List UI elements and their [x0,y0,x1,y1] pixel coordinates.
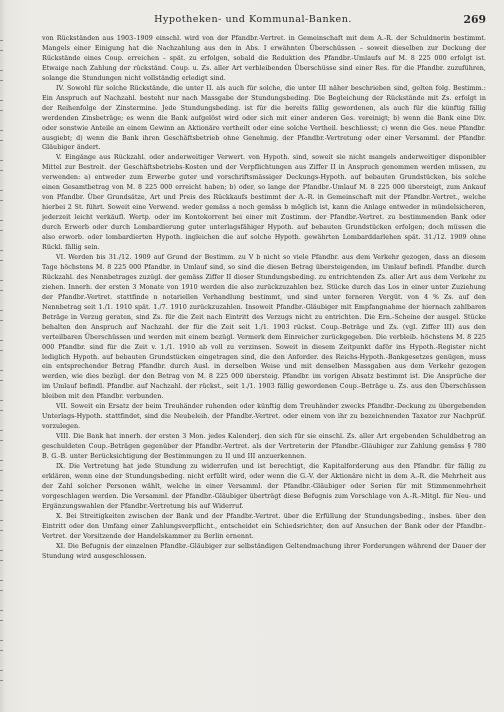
margin-text-fragment [0,620,3,621]
margin-text-fragment [0,350,3,351]
margin-text-fragment [0,380,3,381]
paragraph: von Rückständen aus 1903–1909 einschl. wird von der Pfandbr.-Vertret. in Gemeinschaft mit dem A.-R. der Schuldnerin bestimmt. Mangels einer Einigung hat die Nachzahlung aus den in Abs. I erwähnten Überschüssen – soweit dieselben zur Deckung der Rückstände eines Coup. erreichen – spät. zu erfolgen, sobald die Reduktion des Pfandbr.-Umlaufs auf M. 8 225 000 erfolgt ist. Etwaige nach Zahlung der rückständ. Coup. u. Zs. aller Art verbleibenden Überschüsse sind einer Res. für die Pfandbr. zuzuführen, solange die Stundungen nicht vollständig erledigt sind. [42,35,486,82]
margin-text-fragment [0,490,3,491]
margin-text-fragment [0,470,3,471]
margin-text-fragment [0,50,3,51]
margin-text-fragment [0,250,3,251]
margin-text-fragment [0,220,3,221]
margin-text-fragment [0,310,3,311]
page-header [20,14,486,28]
running-head: Hypotheken- und Kommunal-Banken. [154,14,352,25]
margin-text-fragment [0,190,3,191]
margin-text-fragment [0,500,3,501]
page-number: 269 [463,13,486,26]
margin-text-fragment [0,200,3,201]
margin-text-fragment [0,370,3,371]
margin-text-fragment [0,110,3,111]
margin-text-fragment [0,100,3,101]
margin-text-fragment [0,280,3,281]
margin-text-fragment [0,670,3,671]
margin-text-fragment [0,650,3,651]
margin-text-fragment [0,230,3,231]
margin-text-fragment [0,290,3,291]
margin-text-fragment [0,430,3,431]
margin-text-fragment [0,160,3,161]
margin-text-fragment [0,130,3,131]
margin-text-fragment [0,590,3,591]
margin-text-fragment [0,70,3,71]
paragraph: IV. Sowohl für solche Rückstände, die unter II. als auch für solche, die unter III näher beschrieben sind, gelten folg. Bestimm.: Ein Anspruch auf Nachzahl. besteht nur nach Massgabe der Stundungsbeding. Die Begleichung der Rückstände mit Zs. erfolgt in der Reihenfolge der Zinstermine. Jede Stundungsbeding. ist für die bereits fällig gewordenen, als auch für die künftig fällig werdenden Zinsbeträge; es wenn die Bank aufgelöst wird oder sich mit einer anderen Ges. vereinigt; b) wenn die Bank eine Div. oder sonstwie Anteile an einem Gewinn an Aktionäre vertheilt oder eine solche Vertheil. beschliesst; c) wenn die Ges. neue Pfandbr. ausgiebt; d) wenn die Bank ihren Geschäftsbetrieb ohne Genehmig. der Pfandbr.-Vertretung oder einer Versamml. der Pfandbr. Gläubiger ändert. [42,84,486,152]
paragraph: VIII. Die Bank hat innerh. der ersten 3 Mon. jedes Kalenderj. den sich für sie einschl. Zs. aller Art ergebenden Schuldbetrag an geschuldeten Coup.-Beträgen gegenüber der Pfandbr.-Vertret. als der Vertreterin der Pfandbr.-Gläubiger zur Zahlung gemäss § 780 B. G.-B. unter Berücksichtigung der Bestimmungen zu II und III anzuerkennen. [42,433,486,461]
margin-text-fragment [0,460,3,461]
margin-text-fragment [0,440,3,441]
margin-text-fragment [0,320,3,321]
margin-text-fragment [0,80,3,81]
paragraph: V. Eingänge aus Rückzahl. oder anderweitiger Verwert. von Hypoth. sind, soweit sie nicht mangels anderweitiger disponibler Mittel zur Bestreit. der Geschäftsbetriebs-Kosten und der Verpflichtungen aus Ziffer II in Anspruch genommen werden müssen, zu verwenden: a) entweder zum Erwerbe guter und vorschriftsmässiger Deckungs-Hypoth. auf bebauten Grundstücken, bis solche einen Gesamtbetrag von M. 8 225 000 erreicht haben; b) oder, so lange der Pfandbr.-Umlauf M. 8 225 000 übersteigt, zum Ankauf von Pfandbr. Über Grundsätze, Art und Preis des Rückkaufs bestimmt der A.-R. in Gemeinschaft mit der Pfandbr.-Vertret., welche hierbei 2 St. führt. Soweit eine Verwend. weder gemäss a noch gemäss b möglich ist, kann die Anlage entweder in mündelsicheren, jederzeit leicht verkäufl. Wertp. oder im Kontokorrent bei einer mit Zustimm. der Pfandbr.-Vertret. zu bestimmenden Bank oder durch Erwerb oder durch Lombardierung guter unterlagsfähiger Hypoth. auf bebauten Grundstücken erfolgen; doch müssen die also erworb. oder lombardierten Hypoth. ingleichen die auf solche Hypoth. gewährten Lombarddarlehen spät. 31./12. 1909 ohne Rückl. fällig sein. [42,154,486,252]
margin-text-fragment [0,410,3,411]
margin-text-fragment [0,140,3,141]
page-margin-fragment [0,0,8,712]
margin-text-fragment [0,580,3,581]
margin-text-fragment [0,340,3,341]
margin-text-fragment [0,560,3,561]
paragraph: XI. Die Befugnis der einzelnen Pfandbr.-Gläubiger zur selbständigen Geltendmachung ihrer Forderungen während der Dauer der Stundung wird ausgeschlossen. [42,542,486,560]
paragraph: VII. Soweit ein Ersatz der beim Treuhänder ruhenden oder künftig dem Treuhänder zwecks Pfandbr.-Deckung zu übergebenden Unterlags-Hypoth. stattfindet, sind die Neubeleih. der Pfandbr.-Vertret. oder einem von ihr zu bezeichnenden Taxator zur Nachprüf. vorzulegen. [42,403,486,431]
paragraph: X. Bei Streitigkeiten zwischen der Bank und der Pfandbr.-Vertret. über die Erfüllung der Stundungsbeding., insbes. über den Eintritt oder den Umfang einer Zahlungsverpflicht., entscheidet ein Schiedsrichter, den auf Ansuchen der Bank oder der Pfandbr.-Vertret. der Vorsitzende der Handelskammer zu Berlin ernennt. [42,512,486,540]
margin-text-fragment [0,550,3,551]
margin-text-fragment [0,640,3,641]
margin-text-fragment [0,610,3,611]
margin-text-fragment [0,260,3,261]
margin-text-fragment [0,680,3,681]
paragraph: VI. Werden bis 31./12. 1909 auf Grund der Bestimm. zu V b nicht so viele Pfandbr. aus dem Verkehr gezogen, dass an diesem Tage höchstens M. 8 225 000 Pfandbr. in Umlauf sind, so sind die diesen Betrag übersteigenden, im Umlauf befindl. Pfandbr. durch Rückzahl. des Nennbetrages zuzügl. der gemäss Ziffer II dieser Stundungsbeding. zu entrichtenden Zs. aller Art aus dem Verkehr zu ziehen. Innerh. der ersten 3 Monate von 1910 werden die also zurückzuzahlen bez. Stücke durch das Los in einer unter Zuziehung der Pfandbr.-Vertret. stattfinde n notariellen Verhandlung bestimmt, und sind unter ferneren Vergüt. von 4 % Zs. auf den Nennbetrag seit 1./1. 1910 spät. 1./7. 1910 zurückzuzahlen. Insoweit Pfandbr.-Gläubiger mit Empfangnahme der hiernach zahlbaren Beträge in Verzug geraten, sind Zs. für die Zeit nach Eintritt des Verzugs nicht zu entrichten. Die Ern.-Scheine der ausgel. Stücke behalten den Anspruch auf Nachzahl. der für die Zeit seit 1./1. 1903 rückst. Coup.-Beträge und Zs. (vgl. Ziffer III) aus den verteilbaren Überschüssen und werden mit einem bezügl. Vermerk dem Einreicher zurückgegeben. Die verbleib. höchstens M. 8 225 000 Pfandbr. sind für die Zeit v. 1./1. 1910 ab voll zu verzinsen. Soweit in diesem Zeitpunkt daför ins Hypoth.-Register nicht lediglich Hypoth. auf bebauten Grundstücken eingetragen sind, die den Anforder. des Reichs-Hypoth.-Bankgesetzes genügen, muss ein entsprechender Betrag Pfandbr. durch Ausl. in derselben Weise und mit denselben Massgaben aus dem Verkehr gezogen werden, wie dies bezügl. der den Betrag von M. 8 225 000 übersteig. Pfandbr. im vorigen Absatz bestimmt ist. Die Ansprüche der im Umlauf befindl. Pfandbr. auf Nachzahl. der rückst., seit 1./1. 1903 fällig gewordenen Coup.-Beträge u. Zs. aus den Überschüssen bleiben mit den Pfandbr. verbunden. [42,253,486,401]
margin-text-fragment [0,530,3,531]
margin-text-fragment [0,520,3,521]
margin-text-fragment [0,400,3,401]
paragraph: IX. Die Vertretung hat jede Stundung zu widerrufen und ist berechtigt, die Kapitalforderung aus den Pfandbr. für fällig zu erklären, wenn eine der Stundungsbeding. nicht erfüllt wird, oder wenn die G.-V. der Aktionäre nicht in dem A.-R. die Mehrheit aus der Zahl solcher Personen wählt, welche in einer Versamml. der Pfandbr.-Gläubiger oder Serien für mit Stimmenmehrheit vorgeschlagen werden. Die Versamml. der Pfandbr.-Gläubiger überträgt diese Befugnis zum Vorschlage von A.-R.-Mitgl. für Neu- und Ergänzungswahlen der Pfandbr.-Vertretung bis auf Widerruf. [42,462,486,510]
margin-text-fragment [0,170,3,171]
body-text [42,34,486,706]
margin-text-fragment [0,40,3,41]
